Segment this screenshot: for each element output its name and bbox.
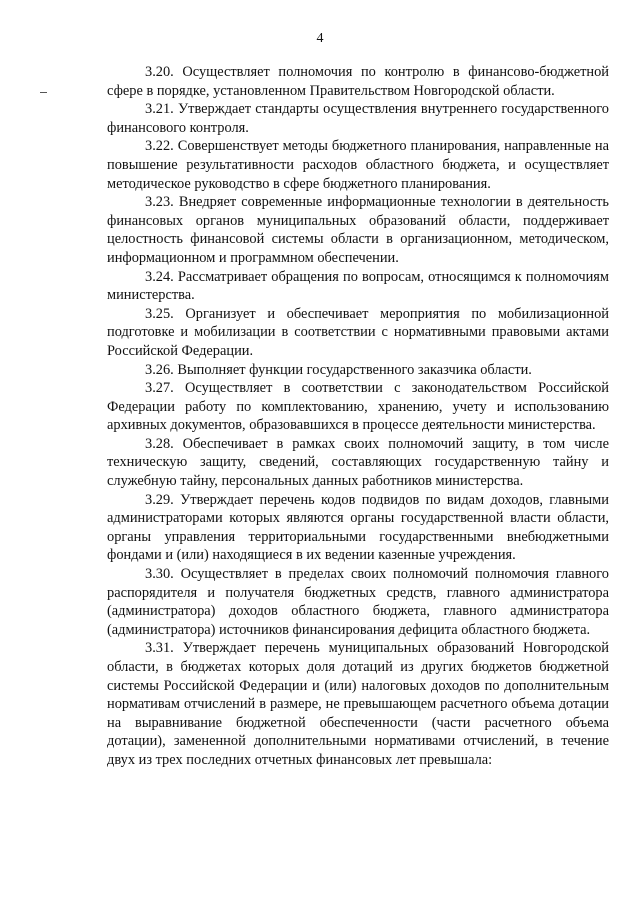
paragraph-3-29: 3.29. Утверждает перечень кодов подвидов по видам доходов, главными администраторами которых являются органы государственной власти области, органы управления территориальными государственными внебюджетными фондами и (или) находящиеся в их ведении казенные учреждения. <box>107 491 609 564</box>
margin-mark <box>40 92 47 93</box>
paragraph-3-21: 3.21. Утверждает стандарты осуществления внутреннего государственного финансового контроля. <box>107 101 609 136</box>
paragraph-3-27: 3.27. Осуществляет в соответствии с законодательством Российской Федерации работу по комплектованию, хранению, учету и использованию архивных документов, образовавшихся в процессе деятельности министерства. <box>107 380 609 434</box>
paragraph-3-23: 3.23. Внедряет современные информационные технологии в деятельность финансовых органов муниципальных образований области, поддерживает целостность финансовой системы области в организационном, методическом, информационном и программном обеспечении. <box>107 194 609 266</box>
paragraph-3-26: 3.26. Выполняет функции государственного заказчика области. <box>145 361 532 378</box>
page-number: 4 <box>316 31 324 46</box>
paragraph-3-24: 3.24. Рассматривает обращения по вопросам, относящимся к полномочиям министерства. <box>107 268 609 304</box>
paragraph-3-31: 3.31. Утверждает перечень муниципальных образований Новгородской области, в бюджетах которых доля дотаций из других бюджетов бюджетной системы Российской Федерации и (или) налоговых доходов по дополнительным нормативам отчислений в размере, не превышающем расчетного объема дотации на выравнивание бюджетной обеспеченности (части расчетного объема дотации), замененной дополнительными нормативами отчислений, в течение двух из трех последних отчетных финансовых лет превышала: <box>107 640 609 768</box>
paragraph-3-22: 3.22. Совершенствует методы бюджетного планирования, направленные на повышение результативности расходов областного бюджета, и осуществляет методическое руководство в сфере бюджетного планирования. <box>107 138 609 192</box>
paragraph-3-25: 3.25. Организует и обеспечивает мероприятия по мобилизационной подготовке и мобилизации в соответствии с нормативными правовыми актами Российской Федерации. <box>107 305 609 359</box>
document-body <box>107 63 609 770</box>
paragraph-3-28: 3.28. Обеспечивает в рамках своих полномочий защиту, в том числе техническую защиту, сведений, составляющих государственную тайну и служебную тайну, персональных данных работников министерства. <box>107 435 609 490</box>
paragraph-3-30: 3.30. Осуществляет в пределах своих полномочий полномочия главного распорядителя и получателя бюджетных средств, главного администратора (администратора) доходов областного бюджета, главного администратора (администратора) источников финансирования дефицита областного бюджета. <box>107 566 609 638</box>
paragraph-3-20: 3.20. Осуществляет полномочия по контролю в финансово-бюджетной сфере в порядке, установленном Правительством Новгородской области. <box>107 64 609 99</box>
